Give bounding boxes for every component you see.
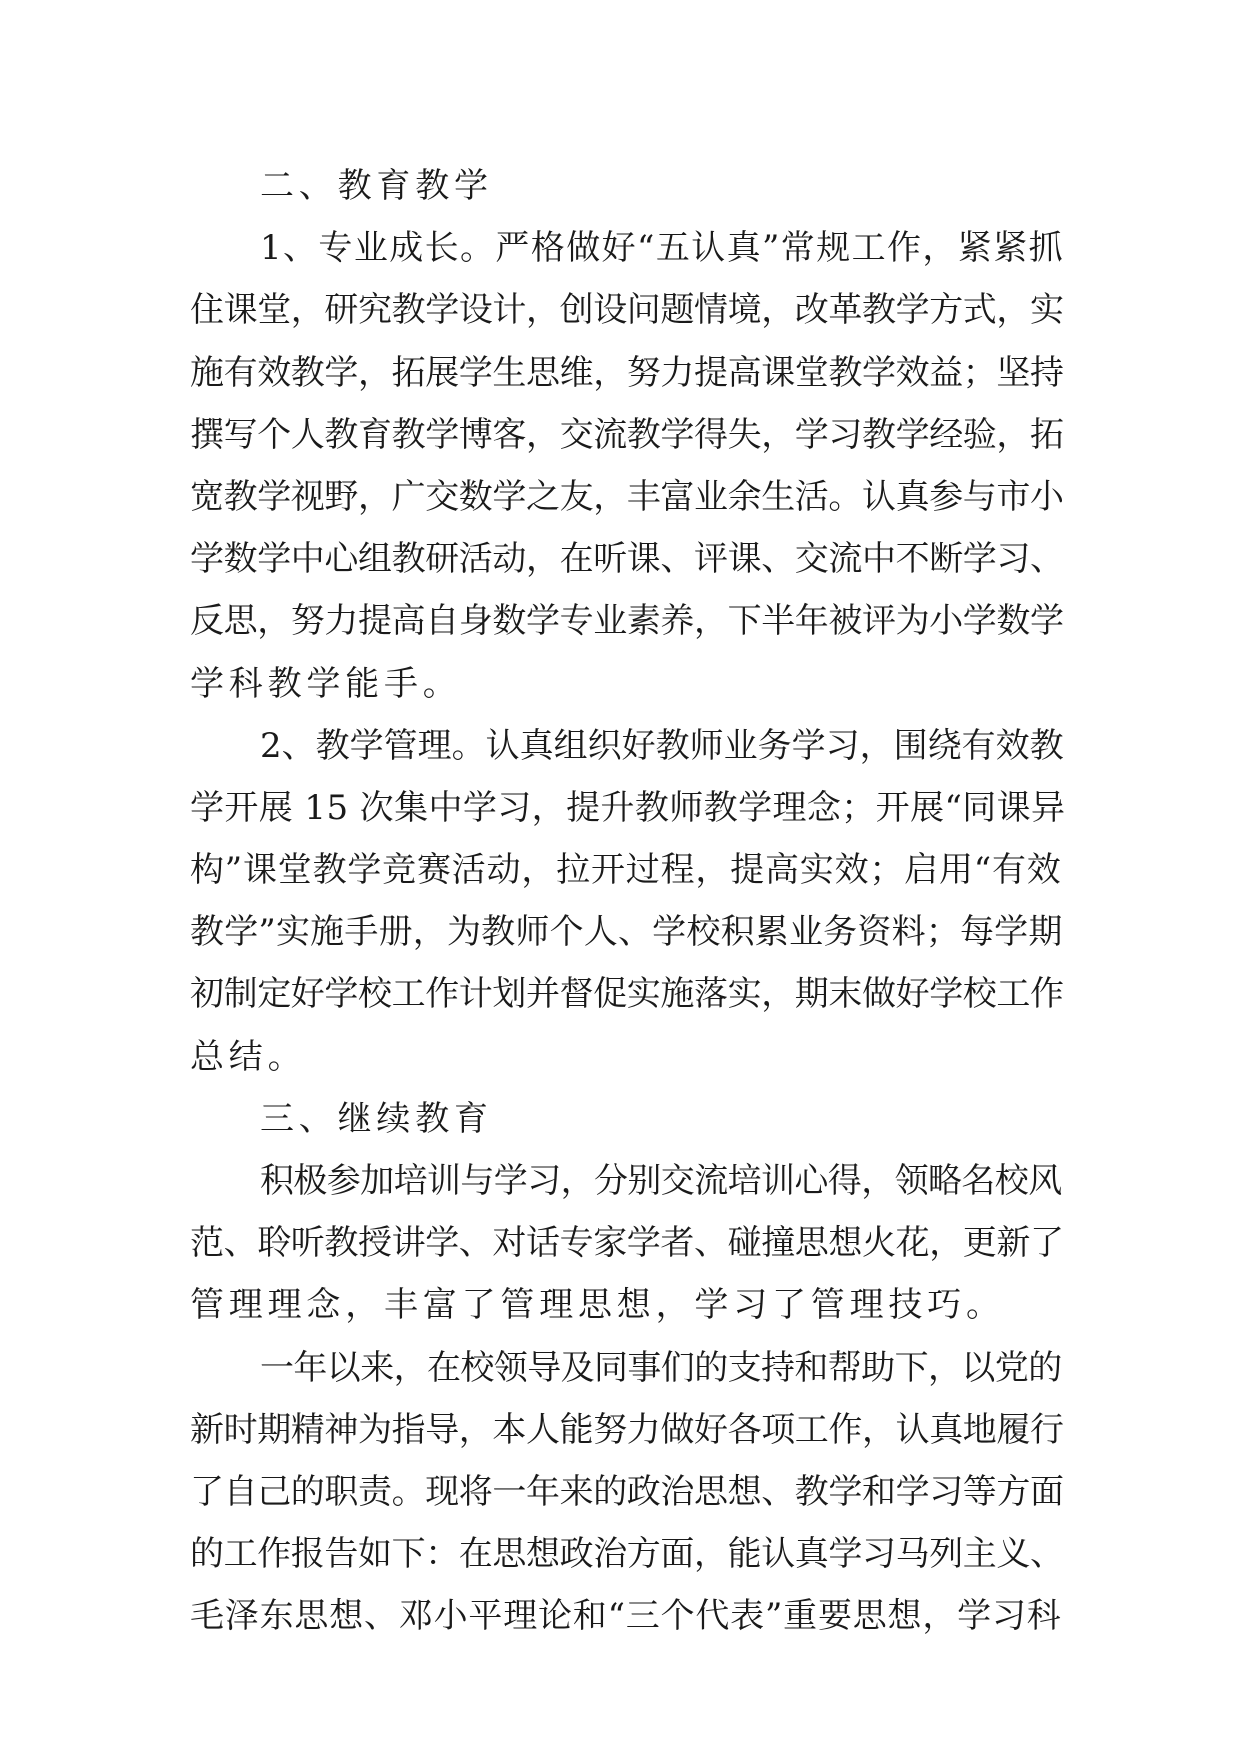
text-line: 住课堂，研究教学设计，创设问题情境，改革教学方式，实 — [190, 290, 1064, 331]
text-line: 三、继续教育 — [260, 1098, 493, 1139]
text-line: 的工作报告如下：在思想政治方面，能认真学习马列主义、 — [190, 1534, 1064, 1575]
text-line: 构”课堂教学竞赛活动，拉开过程，提高实效；启用“有效 — [190, 850, 1062, 891]
text-line: 范、聆听教授讲学、对话专家学者、碰撞思想火花，更新了 — [190, 1223, 1064, 1264]
text-line: 学开展 15 次集中学习，提升教师教学理念；开展“同课异 — [190, 787, 1066, 828]
text-line: 积极参加培训与学习，分别交流培训心得，领略名校风 — [260, 1161, 1062, 1201]
text-line: 学数学中心组教研活动，在听课、评课、交流中不断学习、 — [190, 539, 1064, 580]
text-line: 学科教学能手。 — [190, 663, 462, 704]
text-line: 总结。 — [190, 1036, 307, 1077]
text-line: 反思，努力提高自身数学专业素养，下半年被评为小学数学 — [190, 601, 1064, 642]
text-line: 新时期精神为指导，本人能努力做好各项工作，认真地履行 — [190, 1409, 1064, 1450]
text-line: 初制定好学校工作计划并督促实施落实，期末做好学校工作 — [190, 974, 1064, 1015]
text-line: 毛泽东思想、邓小平理论和“三个代表”重要思想，学习科 — [190, 1596, 1062, 1637]
text-line: 一年以来，在校领导及同事们的支持和帮助下，以党的 — [260, 1347, 1062, 1388]
text-line: 管理理念，丰富了管理思想，学习了管理技巧。 — [190, 1285, 1005, 1326]
text-line: 2、教学管理。认真组织好教师业务学习，围绕有效教 — [260, 725, 1064, 766]
document-body — [190, 155, 1065, 1648]
text-line: 二、教育教学 — [260, 166, 493, 206]
text-line: 1、专业成长。严格做好“五认真”常规工作，紧紧抓 — [260, 228, 1064, 269]
text-line: 施有效教学，拓展学生思维，努力提高课堂教学效益；坚持 — [190, 352, 1064, 393]
text-line: 教学”实施手册，为教师个人、学校积累业务资料；每学期 — [190, 912, 1063, 953]
text-line: 撰写个人教育教学博客，交流教学得失，学习教学经验，拓 — [190, 414, 1064, 455]
text-line: 宽教学视野，广交数学之友，丰富业余生活。认真参与市小 — [190, 476, 1064, 517]
text-line: 了自己的职责。现将一年来的政治思想、教学和学习等方面 — [190, 1471, 1064, 1512]
